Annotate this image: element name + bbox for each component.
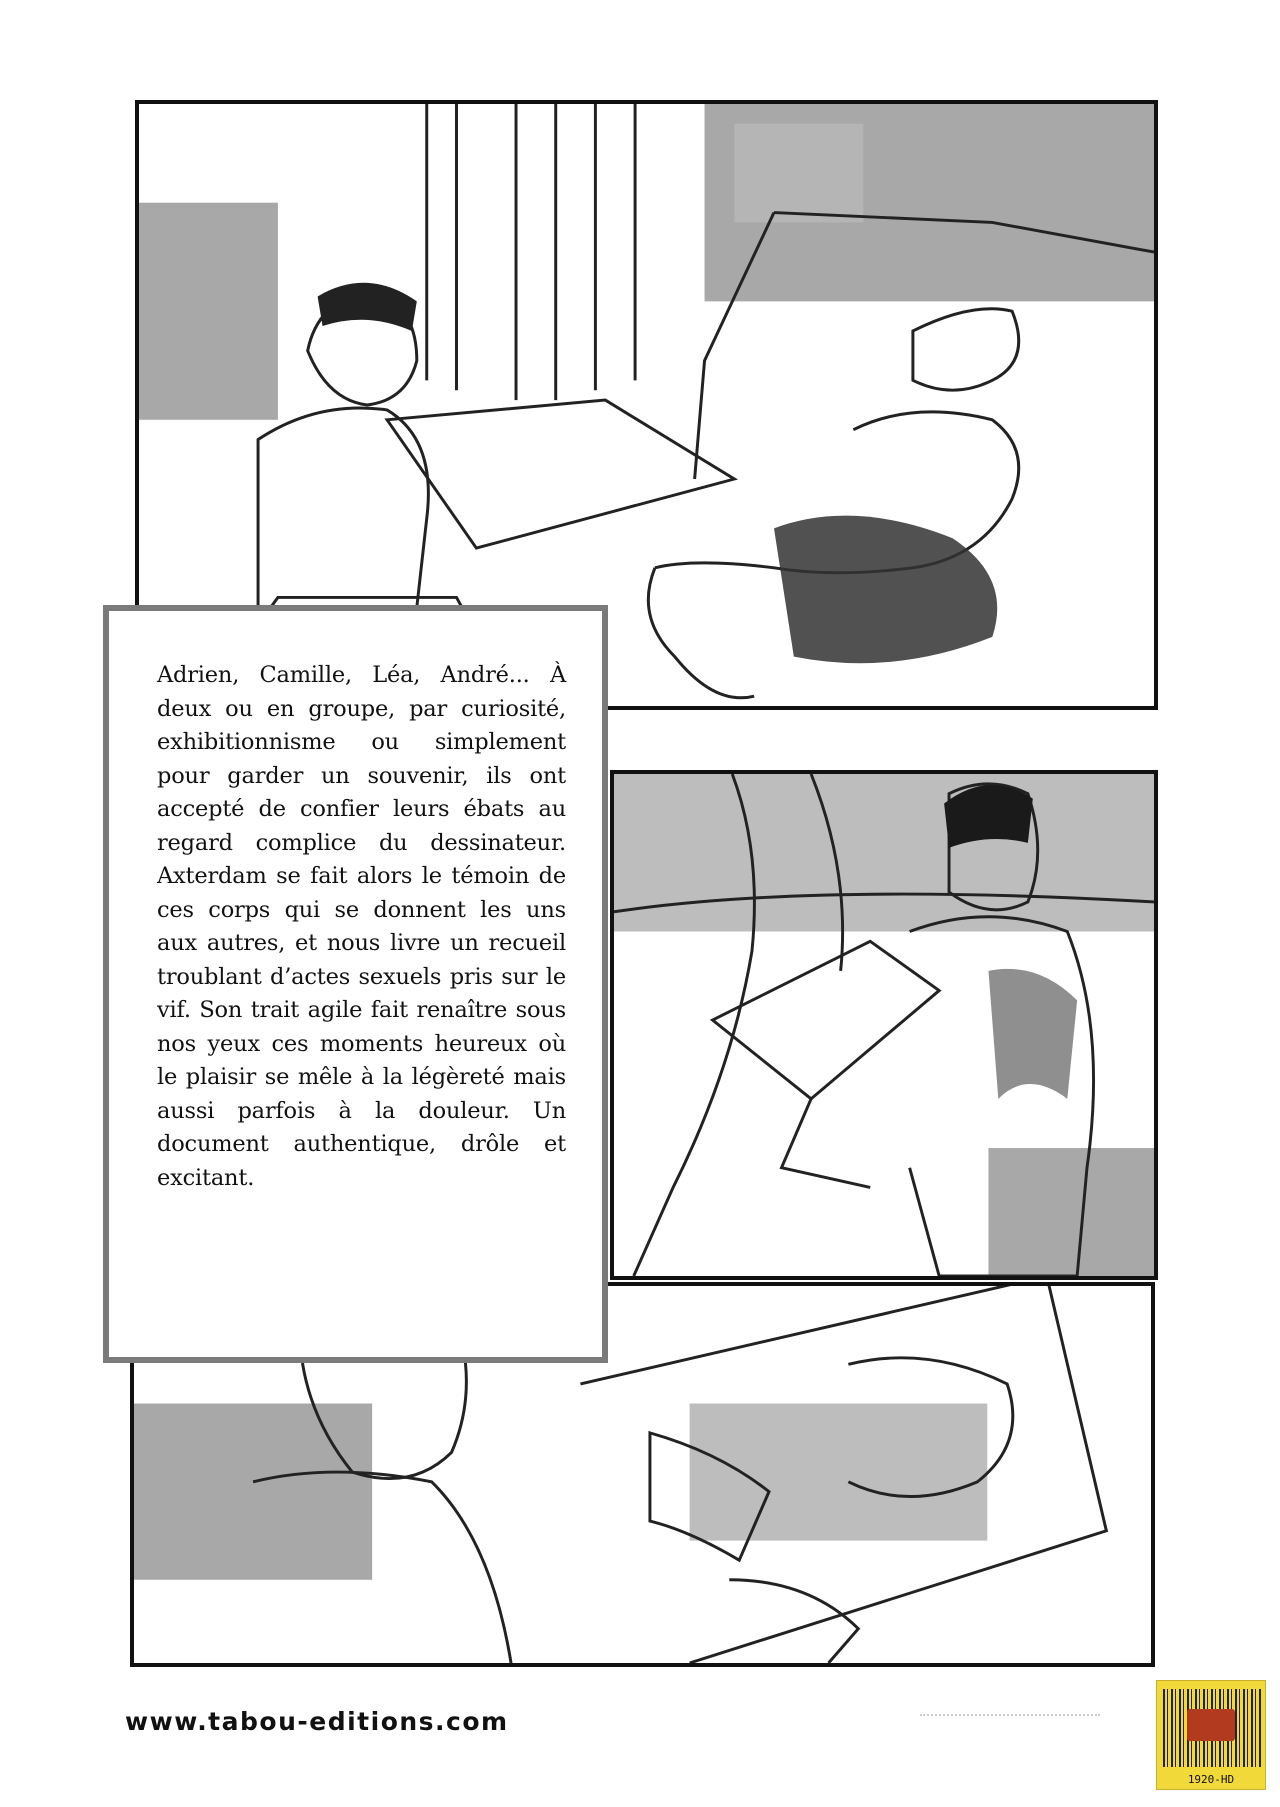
synopsis-box bbox=[103, 605, 608, 1363]
illustration-panel-right bbox=[610, 770, 1158, 1280]
publisher-website: www.tabou-editions.com bbox=[125, 1707, 509, 1736]
barcode-code: 1920-HD bbox=[1157, 1773, 1265, 1786]
faint-divider bbox=[920, 1714, 1100, 1720]
synopsis-text: Adrien, Camille, Léa, André... À deux ou en groupe, par curiosité, exhibitionnisme ou simplement pour garder un souvenir, ils ont accepté de confier leurs ébats au regard complice du dessinateur. Axterdam se fait alors le témoin de ces corps qui se donnent les uns aux autres, et nous livre un recueil troublant d’actes sexuels pris sur le vif. Son trait agile fait renaître sous nos yeux ces moments heureux où le plaisir se mêle à la légèreté mais aussi parfois à la douleur. Un document authentique, drôle et excitant. bbox=[157, 662, 566, 1191]
publisher-logo-icon bbox=[1187, 1709, 1235, 1741]
barcode-icon bbox=[1156, 1680, 1266, 1790]
sketch-artist-back-view bbox=[614, 774, 1154, 1276]
